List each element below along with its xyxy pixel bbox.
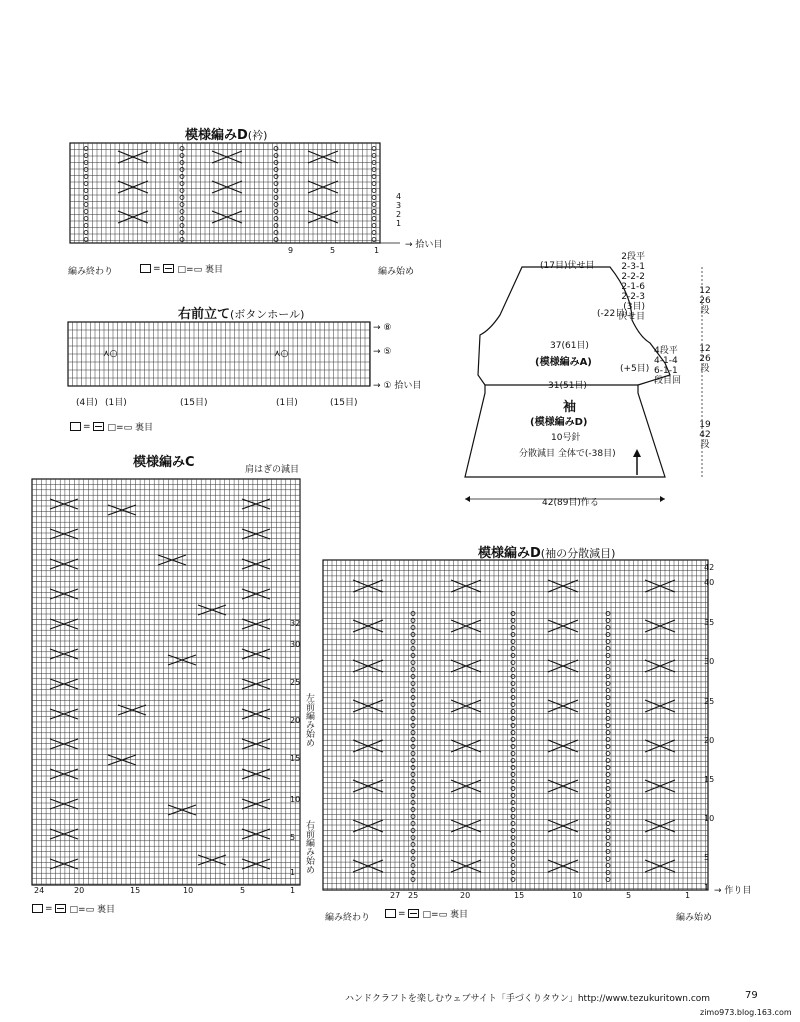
- knit-symbol: [32, 904, 43, 913]
- sleeve-height-cap: 12 26 段: [699, 286, 711, 316]
- start-label: 編み始め: [378, 267, 415, 277]
- chart-d-col-number: 10: [572, 891, 583, 900]
- chart-d-row-number: 35: [704, 618, 715, 627]
- row-number: 1: [396, 219, 402, 228]
- purl-symbol: [55, 904, 66, 913]
- chart-c-title: 模様編みC: [133, 455, 195, 470]
- stitch-count: (15目): [180, 398, 208, 408]
- chart-d-col-number: 27: [390, 891, 401, 900]
- sleeve-width-2: 31(51目): [548, 381, 587, 391]
- chart-c-row-number: 20: [290, 716, 301, 725]
- svg-text:⋏○: ⋏○: [274, 349, 289, 359]
- col-number: 1: [374, 246, 380, 255]
- legend-text: □=▭ 裏目: [69, 905, 115, 915]
- row-mark-8: → ⑧: [373, 323, 392, 333]
- sleeve-width-1: 37(61目): [550, 341, 589, 351]
- purl-symbol: [163, 264, 174, 273]
- sleeve-height-mid: 12 26 段: [699, 344, 711, 374]
- buttonhole-title: 右前立て(ボタンホール): [178, 307, 305, 322]
- svg-text:⋏○: ⋏○: [103, 349, 118, 359]
- chart-c-col-number: 10: [183, 886, 194, 895]
- sleeve-distribution: 分散減目 全体で(-38目): [519, 449, 616, 459]
- chart-d-row-number: 40: [704, 578, 715, 587]
- cast-on-arrow-label: → 作り目: [714, 886, 752, 896]
- stitch-count: (1目): [276, 398, 298, 408]
- purl-symbol: [408, 909, 419, 918]
- row-mark-1: → ① 拾い目: [373, 381, 422, 391]
- chart-d-row-number: 25: [704, 697, 715, 706]
- sleeve-needle: 10号針: [551, 433, 581, 443]
- chart-d-row-number: 10: [704, 814, 715, 823]
- chart-d-sleeve-grid: [323, 560, 718, 898]
- sleeve-increase-table: 4段平 4-1-4 6-1-1 段目回: [654, 346, 682, 386]
- legend-purl: = □=▭ 裏目: [140, 262, 223, 275]
- chart-d-row-number: 5: [704, 853, 710, 862]
- stitch-count: (1目): [105, 398, 127, 408]
- chart-d-col-number: 15: [514, 891, 525, 900]
- chart-d-row-number: 20: [704, 736, 715, 745]
- chart-d-row-number: 30: [704, 657, 715, 666]
- chart-c-col-number: 20: [74, 886, 85, 895]
- knit-symbol: [140, 264, 151, 273]
- chart-c-row-number: 1: [290, 868, 296, 877]
- chart-d-sleeve-title: 模様編みD(袖の分散減目): [478, 546, 616, 561]
- legend-text: □=▭ 裏目: [177, 265, 223, 275]
- row-number: 4: [396, 192, 402, 201]
- left-front-start-label: 左前編み始め: [304, 693, 314, 747]
- right-front-start-label: 右前編み始め: [304, 820, 314, 874]
- footer-website: ハンドクラフトを楽しむウェブサイト「手づくりタウン」http://www.tezukuritown.com: [345, 994, 711, 1004]
- start-label: 編み始め: [676, 913, 713, 923]
- chart-c-row-number: 32: [290, 619, 301, 628]
- chart-d-row-number: 42: [704, 563, 715, 572]
- legend-text: □=▭ 裏目: [422, 910, 468, 920]
- chart-d-row-number: 15: [704, 775, 715, 784]
- sleeve-decrease-count: (-22目): [597, 309, 628, 319]
- chart-d-col-number: 25: [408, 891, 419, 900]
- sleeve-increase-count: (+5目): [620, 364, 650, 374]
- row-number: 3: [396, 201, 402, 210]
- col-number: 5: [330, 246, 336, 255]
- chart-c-col-number: 24: [34, 886, 45, 895]
- chart-c-row-number: 25: [290, 678, 301, 687]
- watermark: zimo973.blog.163.com: [700, 1008, 792, 1017]
- sleeve-top-label: (17目)伏せ目: [540, 261, 595, 271]
- sleeve-pattern-d: (模様編みD): [530, 417, 588, 428]
- stitch-count: (15目): [330, 398, 358, 408]
- chart-d-col-number: 1: [685, 891, 691, 900]
- col-number: 9: [288, 246, 294, 255]
- chart-c-col-number: 5: [240, 886, 246, 895]
- purl-symbol: [93, 422, 104, 431]
- legend-text: □=▭ 裏目: [107, 423, 153, 433]
- pickup-arrow-label: → 拾い目: [405, 240, 443, 250]
- chart-c-row-number: 30: [290, 640, 301, 649]
- legend-purl: = □=▭ 裏目: [32, 902, 115, 915]
- end-label: 編み終わり: [325, 913, 371, 923]
- stitch-count: (4目): [76, 398, 98, 408]
- chart-c-grid: [32, 479, 302, 887]
- chart-d-col-number: 5: [626, 891, 632, 900]
- legend-purl: = □=▭ 裏目: [385, 907, 468, 920]
- knit-symbol: [70, 422, 81, 431]
- end-label: 編み終わり: [68, 267, 114, 277]
- chart-d-collar-row-numbers: [396, 192, 401, 228]
- sleeve-cast-on: 42(89目)作る: [542, 498, 599, 508]
- chart-d-col-number: 20: [460, 891, 471, 900]
- page-number: 79: [745, 990, 758, 1001]
- row-number: 2: [396, 210, 402, 219]
- chart-c-col-number: 1: [290, 886, 296, 895]
- chart-c-row-number: 5: [290, 833, 296, 842]
- sleeve-height-bottom: 19 42 段: [699, 420, 711, 450]
- chart-d-collar-title: 模様編みD(衿): [185, 128, 268, 143]
- sleeve-part-name: 袖: [563, 400, 577, 415]
- chart-d-collar-grid: [70, 143, 400, 255]
- sleeve-pattern-a: (模様編みA): [535, 357, 592, 368]
- row-mark-5: → ⑤: [373, 347, 392, 357]
- chart-d-row-number: 1: [704, 883, 710, 892]
- knit-symbol: [385, 909, 396, 918]
- chart-c-col-number: 15: [130, 886, 141, 895]
- sleeve-decrease-table: 2段平 2-3-1 2-2-2 2-1-6 2-2-3 (3目) 伏せ目: [618, 252, 646, 322]
- chart-c-row-number: 10: [290, 795, 301, 804]
- legend-purl: = □=▭ 裏目: [70, 420, 153, 433]
- chart-c-row-number: 15: [290, 754, 301, 763]
- buttonhole-grid: [68, 322, 373, 388]
- shoulder-decrease-label: 肩はぎの減目: [245, 465, 300, 475]
